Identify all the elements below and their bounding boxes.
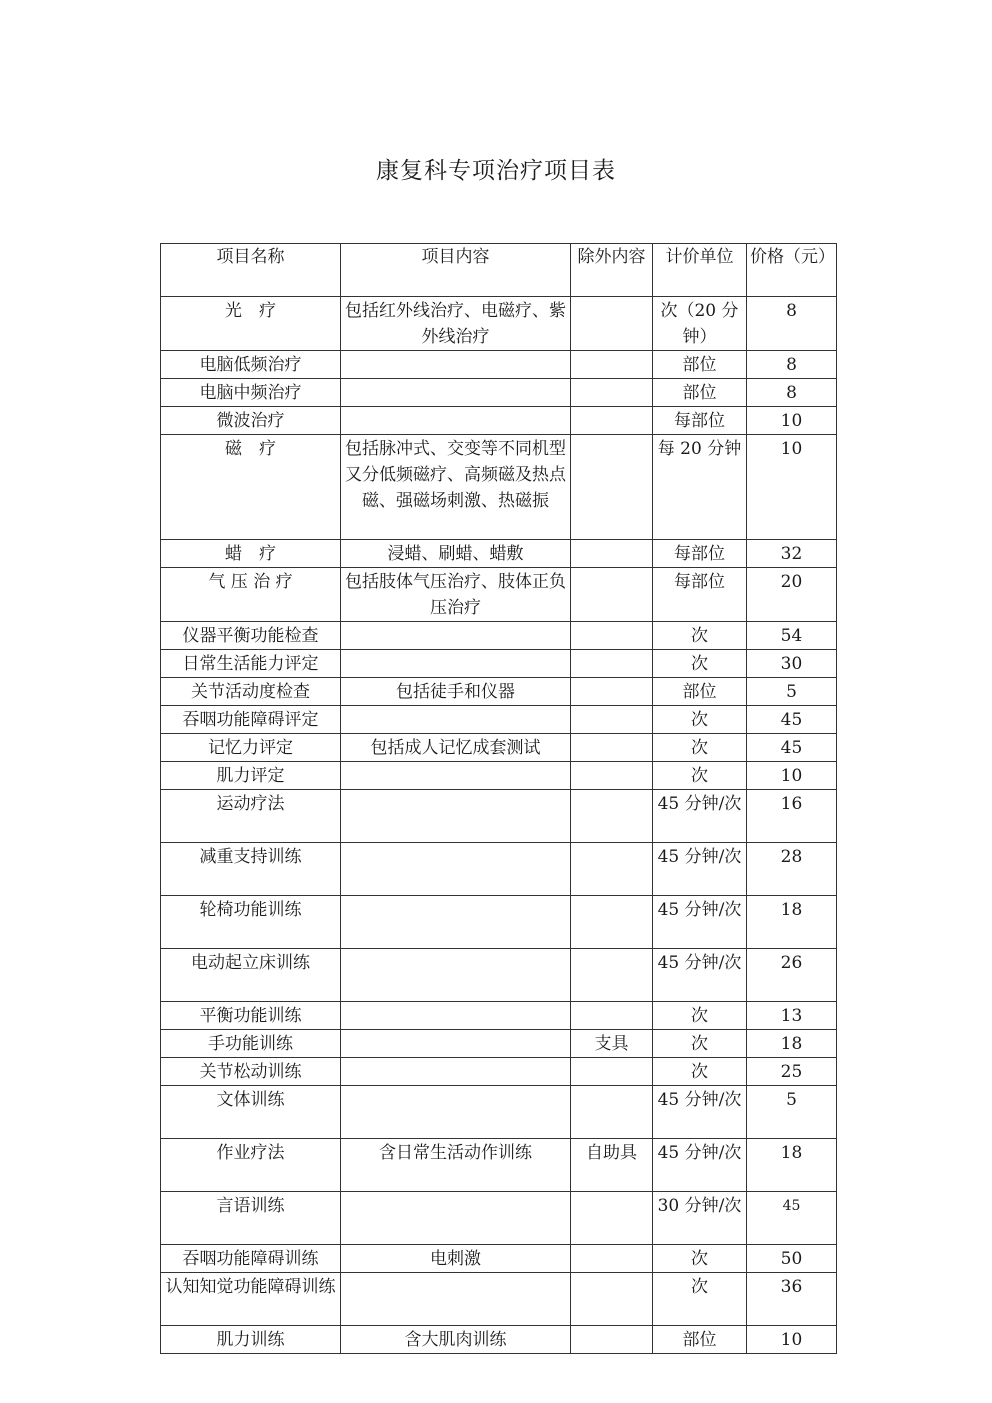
row-item-content xyxy=(341,622,571,650)
table-row xyxy=(161,297,837,351)
row-item-name: 言语训练 xyxy=(161,1192,341,1245)
row-pricing-unit: 每部位 xyxy=(653,407,747,435)
page-title: 康复科专项治疗项目表 xyxy=(376,158,616,184)
table-row xyxy=(161,1273,837,1326)
row-exclusion xyxy=(571,1086,653,1139)
header-exclusion: 除外内容 xyxy=(571,244,653,297)
header-pricing-unit: 计价单位 xyxy=(653,244,747,297)
row-price: 10 xyxy=(747,435,837,540)
table-row xyxy=(161,1139,837,1192)
row-item-name: 减重支持训练 xyxy=(161,843,341,896)
row-item-content: 含大肌肉训练 xyxy=(341,1326,571,1354)
row-price: 45 xyxy=(747,706,837,734)
row-pricing-unit: 每部位 xyxy=(653,568,747,622)
row-exclusion xyxy=(571,568,653,622)
row-item-content: 含日常生活动作训练 xyxy=(341,1139,571,1192)
row-exclusion xyxy=(571,896,653,949)
row-item-content xyxy=(341,1030,571,1058)
row-item-content: 电刺激 xyxy=(341,1245,571,1273)
row-price: 8 xyxy=(747,351,837,379)
table-row xyxy=(161,650,837,678)
row-item-content xyxy=(341,407,571,435)
row-item-content xyxy=(341,379,571,407)
row-item-name: 吞咽功能障碍训练 xyxy=(161,1245,341,1273)
row-item-name: 电脑低频治疗 xyxy=(161,351,341,379)
row-pricing-unit: 30 分钟/次 xyxy=(653,1192,747,1245)
row-price: 16 xyxy=(747,790,837,843)
row-pricing-unit: 次 xyxy=(653,1030,747,1058)
row-price: 18 xyxy=(747,1139,837,1192)
row-item-content xyxy=(341,706,571,734)
row-price: 5 xyxy=(747,1086,837,1139)
row-pricing-unit: 部位 xyxy=(653,351,747,379)
row-item-content xyxy=(341,1058,571,1086)
row-exclusion: 自助具 xyxy=(571,1139,653,1192)
row-item-name: 关节松动训练 xyxy=(161,1058,341,1086)
header-item-content: 项目内容 xyxy=(341,244,571,297)
table-body xyxy=(161,297,837,1354)
row-pricing-unit: 次 xyxy=(653,762,747,790)
row-item-content xyxy=(341,1192,571,1245)
row-item-name: 肌力评定 xyxy=(161,762,341,790)
row-item-name: 气 压 治 疗 xyxy=(161,568,341,622)
row-item-name: 电脑中频治疗 xyxy=(161,379,341,407)
row-item-content xyxy=(341,650,571,678)
row-item-name: 认知知觉功能障碍训练 xyxy=(161,1273,341,1326)
row-item-content xyxy=(341,351,571,379)
row-exclusion xyxy=(571,1192,653,1245)
row-item-name: 运动疗法 xyxy=(161,790,341,843)
row-exclusion xyxy=(571,1245,653,1273)
row-item-name: 吞咽功能障碍评定 xyxy=(161,706,341,734)
row-exclusion xyxy=(571,540,653,568)
row-item-name: 作业疗法 xyxy=(161,1139,341,1192)
row-item-name: 磁 疗 xyxy=(161,435,341,540)
table-row xyxy=(161,568,837,622)
row-pricing-unit: 部位 xyxy=(653,678,747,706)
row-pricing-unit: 每部位 xyxy=(653,540,747,568)
row-pricing-unit: 45 分钟/次 xyxy=(653,949,747,1002)
row-item-name: 轮椅功能训练 xyxy=(161,896,341,949)
row-pricing-unit: 次 xyxy=(653,1058,747,1086)
row-pricing-unit: 每 20 分钟 xyxy=(653,435,747,540)
row-exclusion xyxy=(571,435,653,540)
row-item-content: 包括成人记忆成套测试 xyxy=(341,734,571,762)
row-item-name: 日常生活能力评定 xyxy=(161,650,341,678)
row-exclusion xyxy=(571,622,653,650)
row-item-content xyxy=(341,1273,571,1326)
row-price: 8 xyxy=(747,379,837,407)
row-price: 54 xyxy=(747,622,837,650)
row-item-content xyxy=(341,896,571,949)
table-row xyxy=(161,734,837,762)
row-price: 10 xyxy=(747,762,837,790)
row-pricing-unit: 次 xyxy=(653,734,747,762)
row-exclusion xyxy=(571,949,653,1002)
row-item-content xyxy=(341,790,571,843)
row-pricing-unit: 次 xyxy=(653,622,747,650)
row-exclusion xyxy=(571,734,653,762)
header-price: 价格（元） xyxy=(747,244,837,297)
row-price: 20 xyxy=(747,568,837,622)
row-pricing-unit: 次（20 分钟） xyxy=(653,297,747,351)
table-row xyxy=(161,1002,837,1030)
table-row xyxy=(161,843,837,896)
table-row xyxy=(161,762,837,790)
table-row xyxy=(161,1086,837,1139)
row-price: 18 xyxy=(747,1030,837,1058)
row-item-name: 仪器平衡功能检查 xyxy=(161,622,341,650)
row-exclusion xyxy=(571,1273,653,1326)
row-price: 18 xyxy=(747,896,837,949)
row-price: 8 xyxy=(747,297,837,351)
row-price: 28 xyxy=(747,843,837,896)
row-item-content: 包括徒手和仪器 xyxy=(341,678,571,706)
row-item-content: 包括肢体气压治疗、肢体正负压治疗 xyxy=(341,568,571,622)
row-item-name: 关节活动度检查 xyxy=(161,678,341,706)
table-row xyxy=(161,351,837,379)
row-pricing-unit: 部位 xyxy=(653,379,747,407)
row-exclusion xyxy=(571,843,653,896)
row-item-name: 手功能训练 xyxy=(161,1030,341,1058)
row-item-content: 浸蜡、刷蜡、蜡敷 xyxy=(341,540,571,568)
row-item-name: 记忆力评定 xyxy=(161,734,341,762)
row-item-name: 光 疗 xyxy=(161,297,341,351)
table-row xyxy=(161,1326,837,1354)
row-price: 36 xyxy=(747,1273,837,1326)
row-item-name: 肌力训练 xyxy=(161,1326,341,1354)
header-item-name: 项目名称 xyxy=(161,244,341,297)
row-pricing-unit: 部位 xyxy=(653,1326,747,1354)
row-item-content xyxy=(341,1002,571,1030)
row-exclusion xyxy=(571,1326,653,1354)
row-item-name: 蜡 疗 xyxy=(161,540,341,568)
row-price: 13 xyxy=(747,1002,837,1030)
row-pricing-unit: 次 xyxy=(653,1002,747,1030)
row-price: 32 xyxy=(747,540,837,568)
row-item-name: 微波治疗 xyxy=(161,407,341,435)
row-exclusion xyxy=(571,678,653,706)
row-item-content xyxy=(341,1086,571,1139)
table-row xyxy=(161,540,837,568)
table-row xyxy=(161,1245,837,1273)
row-exclusion: 支具 xyxy=(571,1030,653,1058)
row-pricing-unit: 45 分钟/次 xyxy=(653,1139,747,1192)
row-price: 50 xyxy=(747,1245,837,1273)
row-item-name: 电动起立床训练 xyxy=(161,949,341,1002)
row-item-content xyxy=(341,762,571,790)
row-item-name: 文体训练 xyxy=(161,1086,341,1139)
row-price: 25 xyxy=(747,1058,837,1086)
row-item-content: 包括脉冲式、交变等不同机型又分低频磁疗、高频磁及热点磁、强磁场刺激、热磁振 xyxy=(341,435,571,540)
row-price: 45 xyxy=(747,734,837,762)
table-row xyxy=(161,435,837,540)
row-exclusion xyxy=(571,790,653,843)
table-row xyxy=(161,407,837,435)
table-row xyxy=(161,896,837,949)
row-exclusion xyxy=(571,706,653,734)
table-row xyxy=(161,1058,837,1086)
row-exclusion xyxy=(571,762,653,790)
row-exclusion xyxy=(571,650,653,678)
row-pricing-unit: 45 分钟/次 xyxy=(653,896,747,949)
table-row xyxy=(161,1030,837,1058)
row-pricing-unit: 45 分钟/次 xyxy=(653,1086,747,1139)
table-row xyxy=(161,1192,837,1245)
table-row xyxy=(161,790,837,843)
row-price: 10 xyxy=(747,407,837,435)
row-price: 10 xyxy=(747,1326,837,1354)
row-item-name: 平衡功能训练 xyxy=(161,1002,341,1030)
row-exclusion xyxy=(571,297,653,351)
row-price: 45 xyxy=(747,1192,837,1245)
row-item-content: 包括红外线治疗、电磁疗、紫外线治疗 xyxy=(341,297,571,351)
table-row xyxy=(161,379,837,407)
row-exclusion xyxy=(571,1058,653,1086)
table-row xyxy=(161,706,837,734)
table-row xyxy=(161,949,837,1002)
row-exclusion xyxy=(571,351,653,379)
row-pricing-unit: 次 xyxy=(653,1245,747,1273)
row-price: 30 xyxy=(747,650,837,678)
treatment-price-table xyxy=(160,243,837,1354)
row-pricing-unit: 45 分钟/次 xyxy=(653,790,747,843)
table-row xyxy=(161,622,837,650)
table-header-row xyxy=(161,244,837,297)
table-row xyxy=(161,678,837,706)
row-item-content xyxy=(341,843,571,896)
row-pricing-unit: 次 xyxy=(653,650,747,678)
row-exclusion xyxy=(571,407,653,435)
row-pricing-unit: 次 xyxy=(653,1273,747,1326)
row-item-content xyxy=(341,949,571,1002)
row-price: 5 xyxy=(747,678,837,706)
row-exclusion xyxy=(571,379,653,407)
row-price: 26 xyxy=(747,949,837,1002)
row-exclusion xyxy=(571,1002,653,1030)
row-pricing-unit: 45 分钟/次 xyxy=(653,843,747,896)
row-pricing-unit: 次 xyxy=(653,706,747,734)
